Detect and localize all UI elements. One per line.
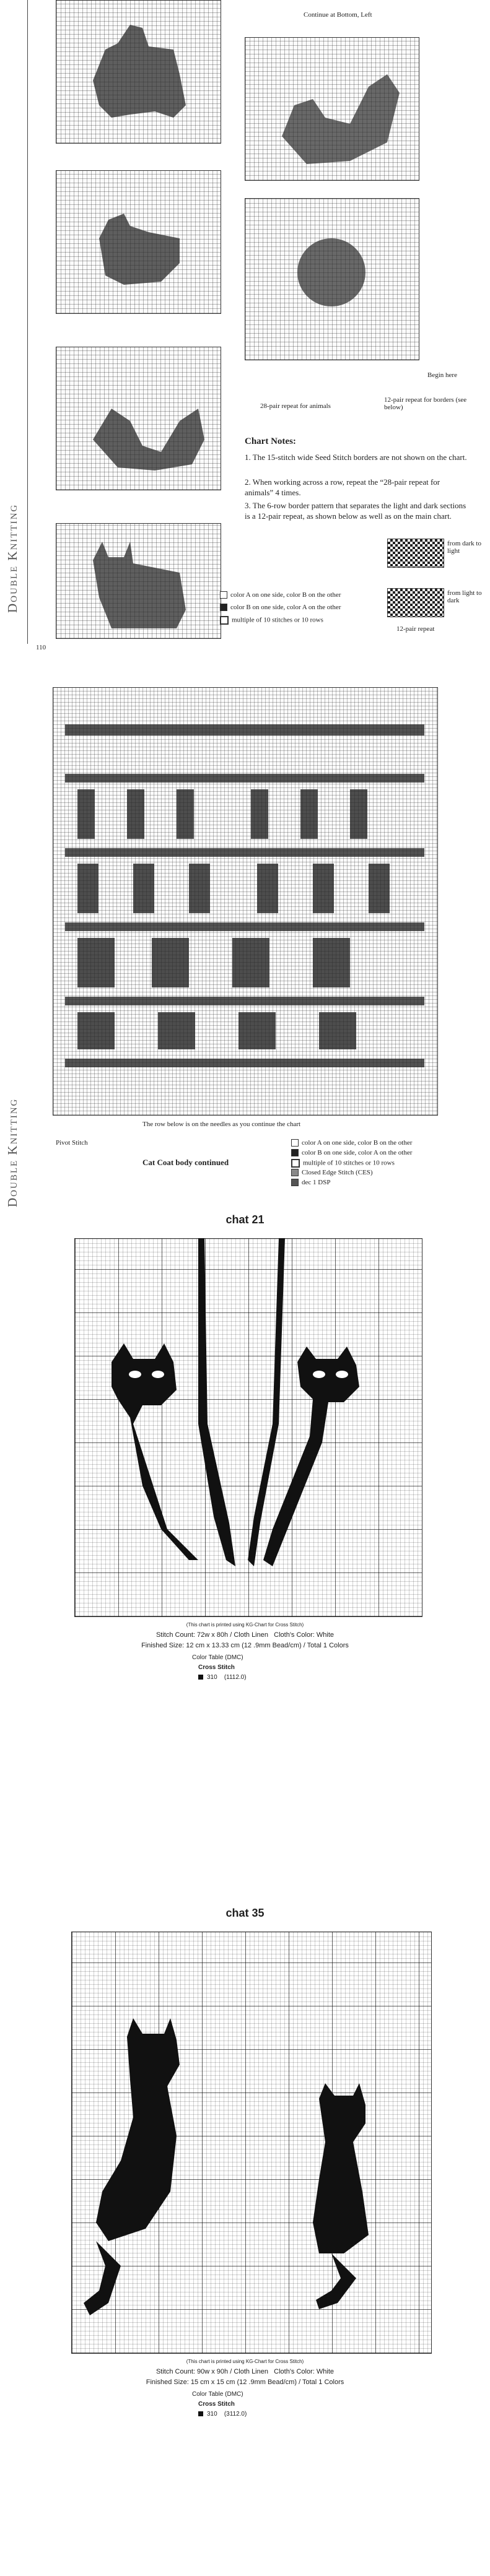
note-1: 1. The 15-stitch wide Seed Stitch borders are not shown on the chart. <box>245 453 467 462</box>
legend2-4: Closed Edge Stitch (CES) <box>291 1169 477 1176</box>
legend2-5: dec 1 DSP <box>291 1179 477 1186</box>
begin-here: Begin here <box>427 371 457 379</box>
legend-1: color A on one side, color B on the other <box>220 591 387 599</box>
chat21-finished: Finished Size: 12 cm x 13.33 cm (12 .9mm Bead/cm) / Total 1 Colors <box>141 1642 349 1649</box>
duck-motif <box>56 170 220 313</box>
chat21-color-table: Color Table (DMC) <box>192 1654 243 1661</box>
note-2: 2. When working across a row, repeat the “28-pair repeat for animals” 4 times. <box>245 477 440 497</box>
page-number: 110 <box>36 644 46 651</box>
repeat-animals: 28-pair repeat for animals <box>260 402 331 410</box>
side-title-2: Double Knitting <box>5 1098 20 1207</box>
row-note: The row below is on the needles as you continue the chart <box>142 1121 301 1128</box>
section-chart-page-110 <box>0 0 490 656</box>
chat21-row: 310 (1112.0) <box>198 1674 247 1681</box>
border-dark-to-light <box>387 539 444 568</box>
chat35-cross: Cross Stitch <box>198 2401 235 2408</box>
legend2-1: color A on one side, color B on the other <box>291 1139 477 1147</box>
pair-repeat-12: 12-pair repeat <box>396 625 435 633</box>
chat21-printed-note: (This chart is printed using KG-Chart for Cross Stitch) <box>186 1622 304 1628</box>
legend-3: multiple of 10 stitches or 10 rows <box>220 616 387 625</box>
dark-to-light-label: from dark to light <box>447 540 481 555</box>
side-title: Double Knitting <box>5 503 20 613</box>
continue-note: Continue at Bottom, Left <box>304 11 372 19</box>
note-3: 3. The 6-row border pattern that separates the light and dark sections is a 12-pair repeat, as shown below as well as on the main chart. <box>245 501 466 521</box>
section-chat-35 <box>0 1907 490 2575</box>
chat21-cross: Cross Stitch <box>198 1664 235 1671</box>
chat35-printed-note: (This chart is printed using KG-Chart for Cross Stitch) <box>186 2359 304 2364</box>
chat35-title: chat 35 <box>225 1907 265 1919</box>
repeat-borders: 12-pair repeat for borders (see below) <box>384 396 467 411</box>
chat21-stitch-line: Stitch Count: 72w x 80h / Cloth Linen Cloth's Color: White <box>155 1631 335 1639</box>
legend2-3: multiple of 10 stitches or 10 rows <box>291 1159 477 1168</box>
section-chat-21 <box>0 1213 490 1894</box>
legend2-2: color B on one side, color A on the other <box>291 1149 477 1156</box>
squirrel-motif <box>56 347 220 489</box>
border-light-to-dark <box>387 588 444 617</box>
flower-motif <box>245 198 418 359</box>
chat21-cats-motif <box>74 1238 421 1616</box>
legend-2: color B on one side, color A on the other <box>220 604 387 611</box>
pivot-stitch: Pivot Stitch <box>56 1139 88 1147</box>
notes-title: Chart Notes: <box>245 436 296 446</box>
chat35-row: 310 (3112.0) <box>198 2411 247 2418</box>
chat35-cats-motif <box>71 1932 431 2353</box>
chat35-finished: Finished Size: 15 cm x 15 cm (12 .9mm Bead/cm) / Total 1 Colors <box>146 2379 344 2386</box>
chat35-stitch-line: Stitch Count: 90w x 90h / Cloth Linen Cloth's Color: White <box>155 2368 335 2375</box>
chat35-color-table: Color Table (DMC) <box>192 2391 243 2398</box>
light-to-dark-label: from light to dark <box>447 589 482 604</box>
body-caption: Cat Coat body continued <box>142 1158 229 1167</box>
cat-top-motif <box>245 37 418 180</box>
cat-rows-motif <box>53 687 437 1114</box>
left-rule <box>27 0 28 644</box>
section-cat-coat-body <box>0 669 490 1207</box>
dog-motif <box>56 0 220 142</box>
chat21-title: chat 21 <box>225 1213 265 1226</box>
cat-motif <box>56 523 220 638</box>
